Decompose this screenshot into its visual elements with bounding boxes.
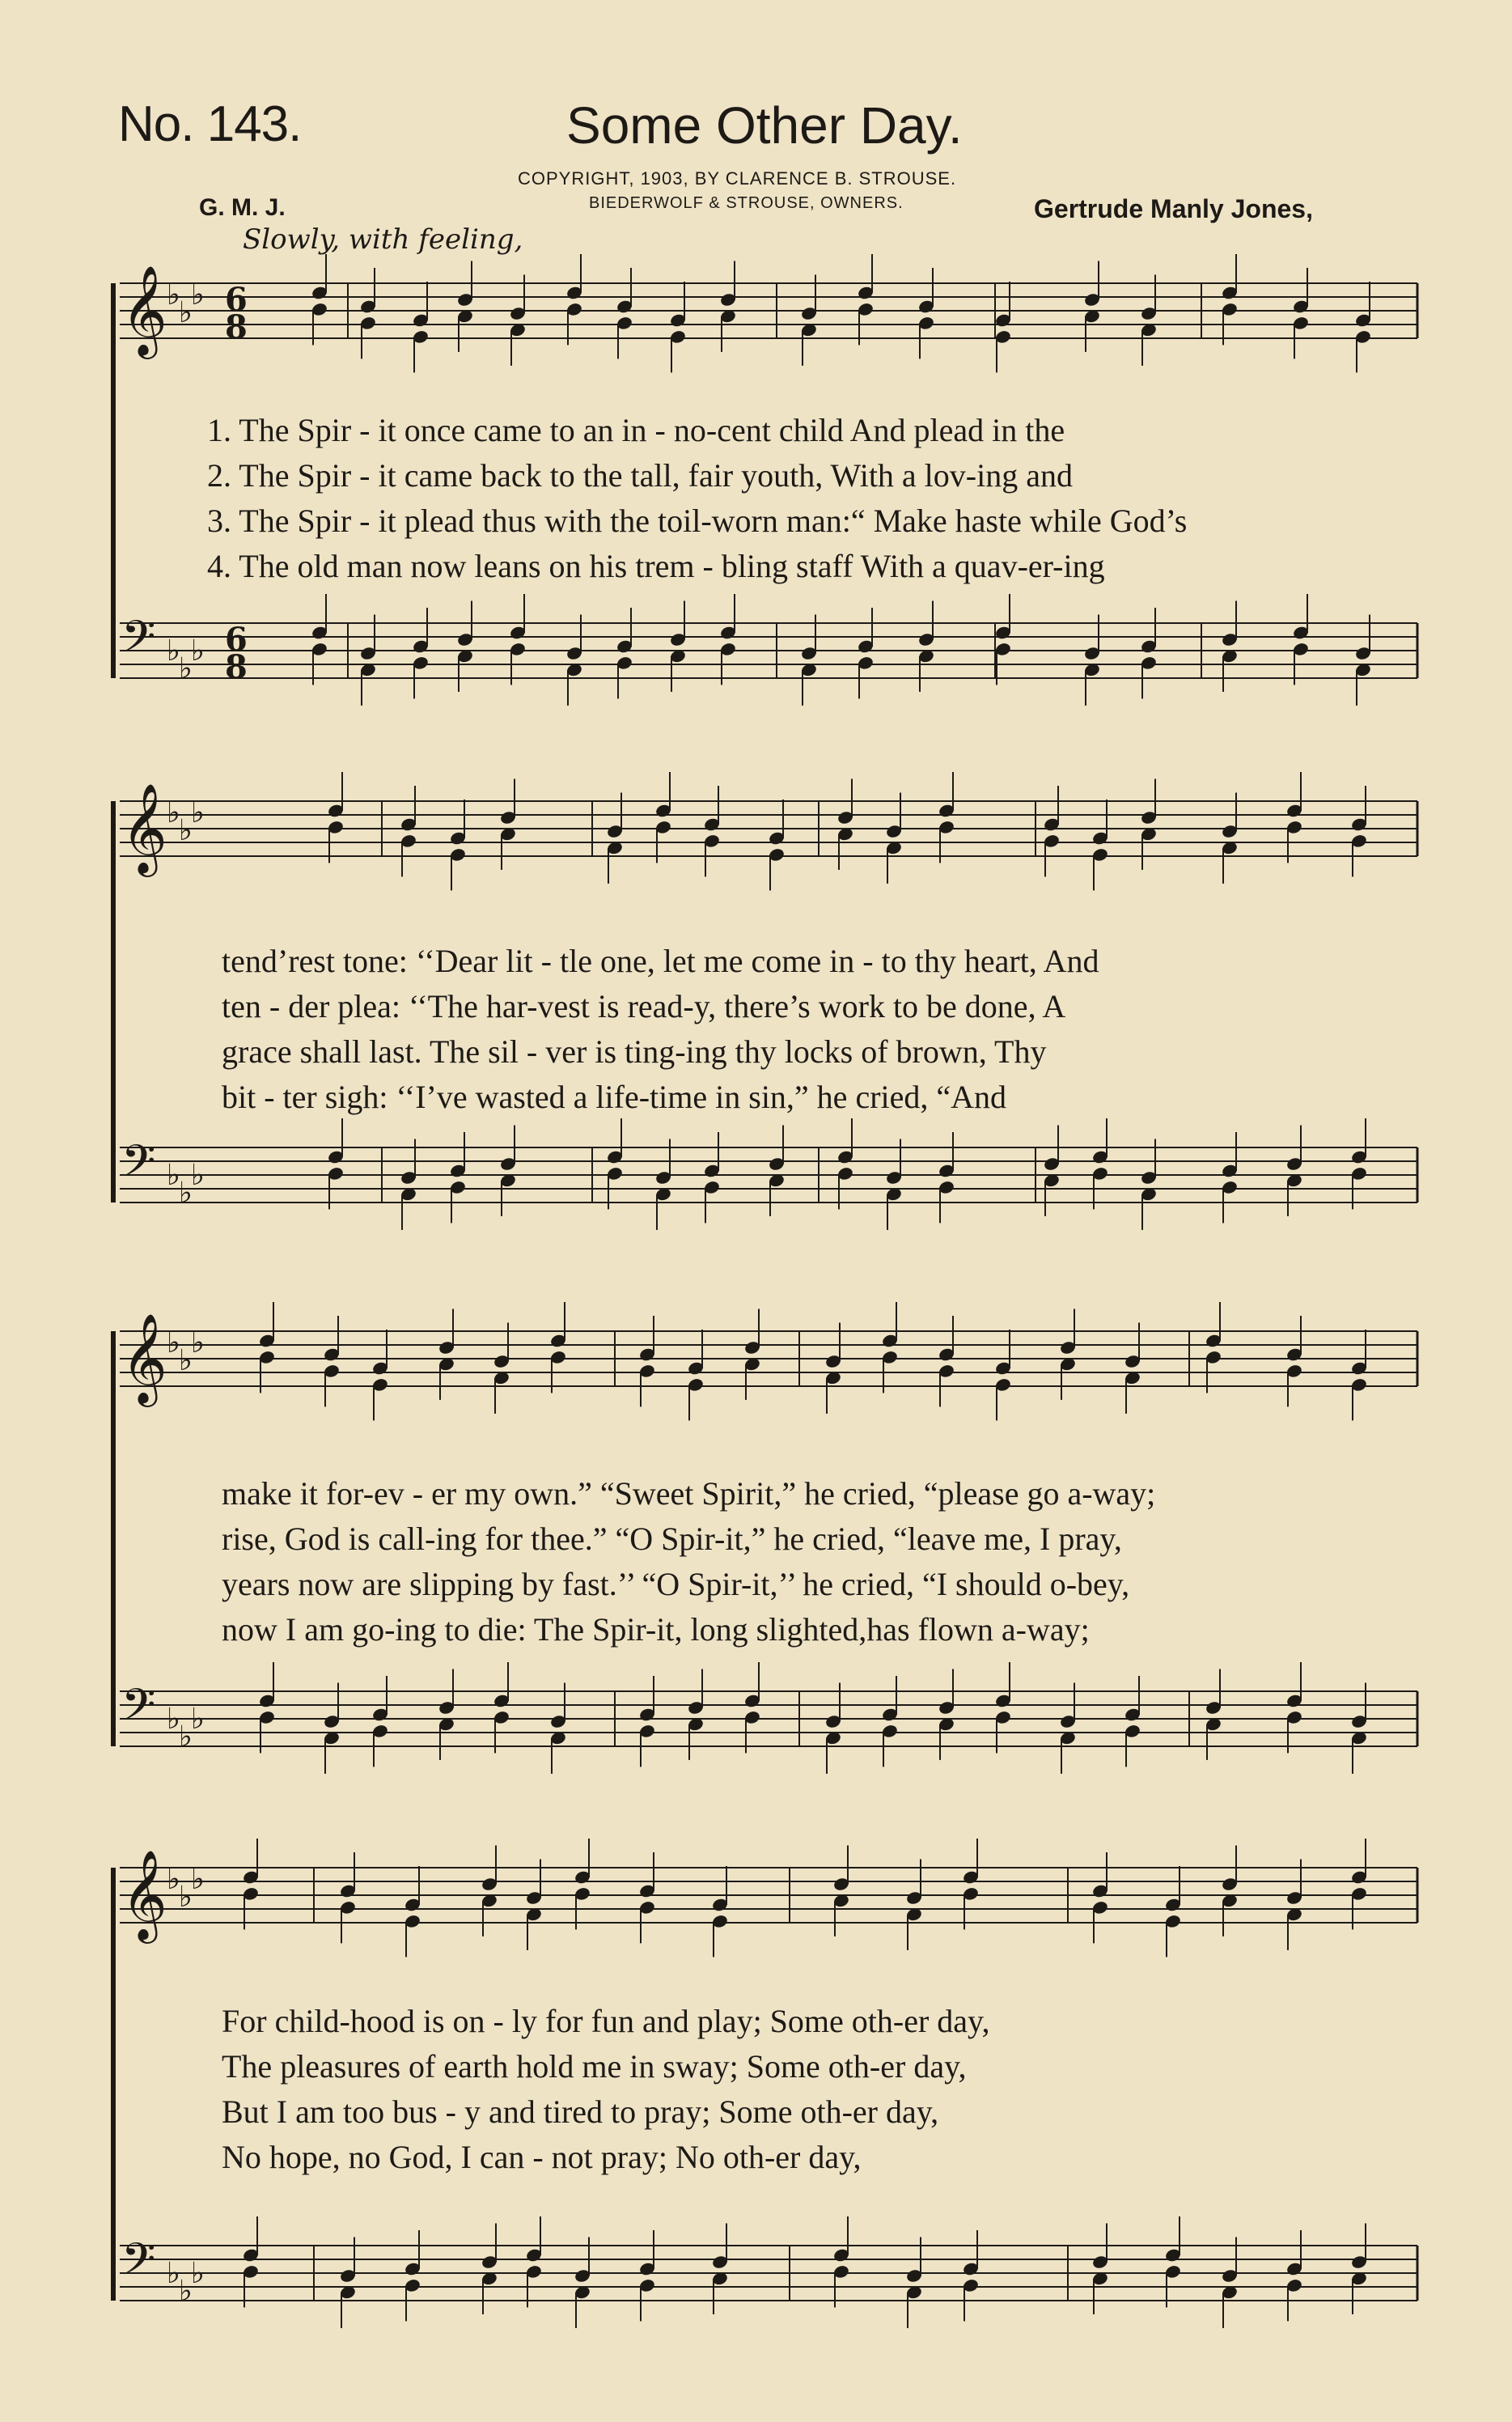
bass-clef-icon: 𝄢: [121, 1135, 156, 1198]
flat-icon: ♭: [179, 1177, 193, 1210]
flat-icon: ♭: [191, 1326, 205, 1359]
flat-icon: ♭: [167, 1863, 180, 1896]
author-name: Gertrude Manly Jones,: [1034, 194, 1313, 223]
flat-icon: ♭: [167, 634, 180, 668]
flat-icon: ♭: [179, 1881, 193, 1914]
flat-icon: ♭: [191, 1863, 205, 1896]
bass-clef-icon: 𝄢: [121, 611, 156, 673]
bass-clef-icon: 𝄢: [121, 1679, 156, 1741]
flat-icon: ♭: [191, 634, 205, 668]
flat-icon: ♭: [179, 652, 193, 685]
flat-icon: ♭: [179, 814, 193, 847]
lyric-line: 3. The Spir - it plead thus with the toil-worn man:“ Make haste while God’s: [207, 503, 1188, 539]
lyric-line: 1. The Spir - it once came to an in - no-cent child And plead in the: [207, 412, 1065, 448]
tempo-marking: Slowly, with feeling,: [243, 223, 523, 256]
owners-notice: BIEDERWOLF & STROUSE, OWNERS.: [589, 194, 904, 212]
composer-initials: G. M. J.: [199, 194, 286, 221]
treble-clef-icon: 𝄞: [121, 1313, 167, 1403]
flat-icon: ♭: [179, 1720, 193, 1754]
lyric-line: tend’rest tone: ‘‘Dear lit - tle one, let me come in - to thy heart, And: [222, 943, 1099, 979]
time-signature-bottom: 8: [225, 648, 248, 686]
lyric-line: make it for-ev - er my own.” “Sweet Spirit,” he cried, “please go a-way;: [222, 1475, 1156, 1512]
lyric-line: 2. The Spir - it came back to the tall, fair youth, With a lov-ing and: [207, 457, 1073, 494]
flat-icon: ♭: [191, 1703, 205, 1736]
treble-clef-icon: 𝄞: [121, 1849, 167, 1940]
bass-clef-icon: 𝄢: [121, 2233, 156, 2296]
lyric-line: now I am go-ing to die: The Spir-it, long slighted,has flown a-way;: [222, 1611, 1090, 1648]
flat-icon: ♭: [191, 278, 205, 312]
treble-clef-icon: 𝄞: [121, 265, 167, 355]
copyright-notice: COPYRIGHT, 1903, BY CLARENCE B. STROUSE.: [518, 168, 957, 189]
flat-icon: ♭: [167, 278, 180, 312]
flat-icon: ♭: [191, 796, 205, 829]
lyric-line: bit - ter sigh: ‘‘I’ve wasted a life-time in sin,” he cried, “And: [222, 1079, 1007, 1115]
lyric-line: But I am too bus - y and tired to pray; Some oth-er day,: [222, 2093, 939, 2130]
time-signature-top: 6: [225, 621, 248, 659]
lyric-line: ten - der plea: ‘‘The har-vest is read-y, there’s work to be done, A: [222, 988, 1066, 1024]
flat-icon: ♭: [179, 1344, 193, 1377]
flat-icon: ♭: [167, 796, 180, 829]
lyric-line: No hope, no God, I can - not pray; No oth-er day,: [222, 2139, 862, 2175]
flat-icon: ♭: [179, 2275, 193, 2308]
lyric-line: rise, God is call-ing for thee.” “O Spir-it,” he cried, “leave me, I pray,: [222, 1521, 1122, 1557]
flat-icon: ♭: [179, 296, 193, 329]
time-signature-bottom: 8: [225, 308, 248, 346]
flat-icon: ♭: [167, 2257, 180, 2290]
flat-icon: ♭: [191, 2257, 205, 2290]
flat-icon: ♭: [167, 1326, 180, 1359]
treble-clef-icon: 𝄞: [121, 783, 167, 873]
hymn-number: No. 143.: [118, 96, 302, 152]
lyric-line: The pleasures of earth hold me in sway; Some oth-er day,: [222, 2048, 967, 2085]
flat-icon: ♭: [191, 1159, 205, 1192]
time-signature-top: 6: [225, 281, 248, 319]
lyric-line: years now are slipping by fast.’’ “O Spir-it,’’ he cried, “I should o-bey,: [222, 1566, 1130, 1602]
lyric-line: 4. The old man now leans on his trem - bling staff With a quav-er-ing: [207, 548, 1105, 584]
lyric-line: For child-hood is on - ly for fun and play; Some oth-er day,: [222, 2003, 990, 2039]
flat-icon: ♭: [167, 1703, 180, 1736]
hymn-title: Some Other Day.: [566, 96, 963, 155]
lyric-line: grace shall last. The sil - ver is ting-ing thy locks of brown, Thy: [222, 1033, 1047, 1070]
flat-icon: ♭: [167, 1159, 180, 1192]
